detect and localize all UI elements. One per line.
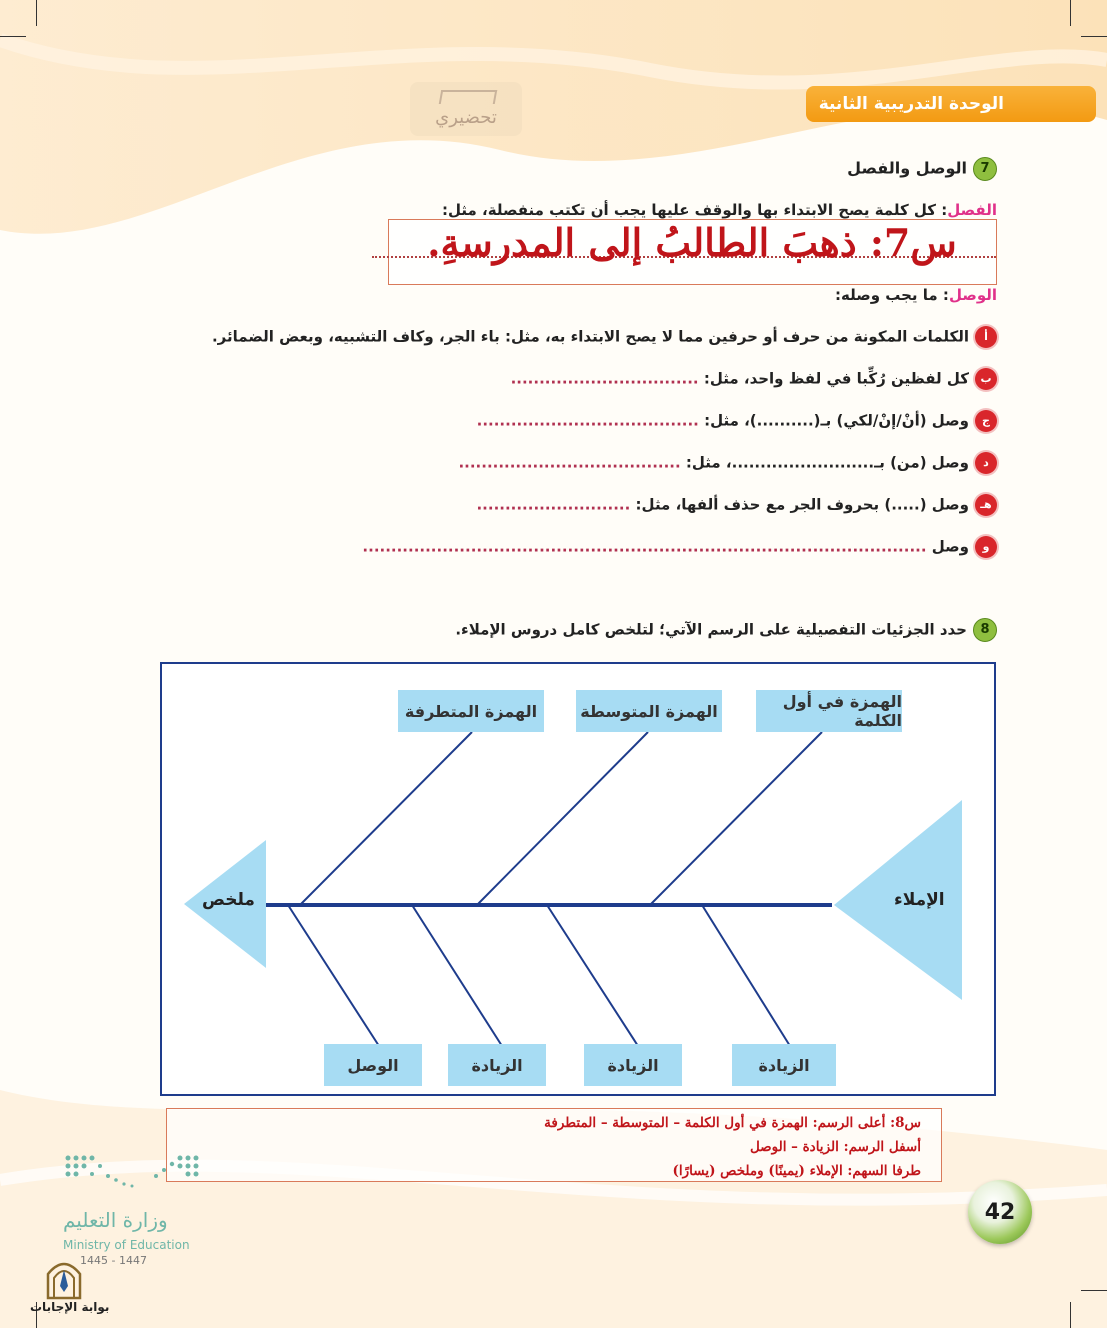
crop-mark <box>36 0 37 26</box>
page-number: 42 <box>968 1180 1032 1244</box>
crop-mark <box>1081 1290 1107 1291</box>
section-number-badge: 7 <box>973 157 997 181</box>
fishbone-head-label: الإملاء <box>894 890 945 910</box>
fishbone-bone <box>288 905 379 1046</box>
wasl-definition: الوصل: ما يجب وصله: <box>834 286 997 304</box>
diagram-label-bottom: الزيادة <box>448 1044 546 1086</box>
list-marker: د <box>975 452 997 474</box>
crop-mark <box>1070 1302 1071 1328</box>
fishbone-bone <box>300 732 472 905</box>
diagram-label-bottom: الزيادة <box>732 1044 836 1086</box>
list-item: ووصل ................................................................................................... <box>362 536 997 558</box>
answer-q7: س7: ذهبَ الطالبُ إلى المدرسةِ. <box>427 220 957 265</box>
list-item: دوصل (من) بـ.........................، مثل: ....................................... <box>458 452 997 474</box>
unit-banner: الوحدة التدريبية الثانية <box>806 86 1096 122</box>
list-marker: ب <box>975 368 997 390</box>
diagram-label-top: الهمزة المتوسطة <box>576 690 722 732</box>
portal-label: بوابة الإجابات <box>30 1300 110 1314</box>
diagram-label-top: الهمزة المتطرفة <box>398 690 544 732</box>
crop-mark <box>1081 36 1107 37</box>
section-number-badge: 8 <box>973 618 997 642</box>
list-marker: هـ <box>975 494 997 516</box>
answer-line: طرفا السهم: الإملاء (يمينًا) وملخص (يسارًا) <box>672 1163 921 1179</box>
fishbone-bone <box>702 905 790 1046</box>
fishbone-bone <box>477 732 648 905</box>
answer-box-q8 <box>166 1108 942 1182</box>
section7-heading: 7الوصل والفصل <box>847 157 997 181</box>
ministry-year: 1445 - 1447 <box>80 1254 147 1267</box>
list-item: هـوصل (.....) بحروف الجر مع حذف ألفها، مثل: ........................... <box>476 494 997 516</box>
answer-line: س8: أعلى الرسم: الهمزة في أول الكلمة – المتوسطة – المتطرفة <box>544 1115 921 1131</box>
ministry-name-arabic: وزارة التعليم <box>63 1208 168 1232</box>
fishbone-tail-label: ملخص <box>202 890 255 910</box>
stamp-roof-icon <box>439 90 497 104</box>
list-item: أالكلمات المكونة من حرف أو حرفين مما لا يصح الابتداء به، مثل: باء الجر، وكاف التشبيه، وبعض الضمائر. <box>212 326 997 348</box>
list-marker: ج <box>975 410 997 432</box>
fishbone-bone <box>547 905 638 1046</box>
watermark-stamp: تحضيري <box>410 82 522 136</box>
diagram-label-bottom: الوصل <box>324 1044 422 1086</box>
diagram-label-top: الهمزة في أول الكلمة <box>756 690 902 732</box>
list-marker: و <box>975 536 997 558</box>
ministry-name-english: Ministry of Education <box>63 1238 190 1252</box>
list-marker: أ <box>975 326 997 348</box>
fishbone-bone <box>650 732 822 905</box>
crop-mark <box>0 36 26 37</box>
diagram-label-bottom: الزيادة <box>584 1044 682 1086</box>
answer-line: أسفل الرسم: الزيادة – الوصل <box>749 1139 921 1155</box>
fasl-definition: الفصل: كل كلمة يصح الابتداء بها والوقف عليها يجب أن تكتب منفصلة، مثل: <box>442 201 997 219</box>
fishbone-diagram <box>160 662 996 1096</box>
section8-instruction: 8حدد الجزئيات التفصيلية على الرسم الآتي؛ لتلخص كامل دروس الإملاء. <box>455 618 997 642</box>
ministry-logo-icon <box>60 1150 210 1200</box>
crop-mark <box>1070 0 1071 26</box>
list-item: بكل لفظين رُكِّبا في لفظ واحد، مثل: ................................. <box>511 368 997 390</box>
fishbone-bone <box>412 905 502 1046</box>
portal-logo-icon <box>44 1256 84 1300</box>
list-item: جوصل (أنْ/إنْ/لكي) بـ(..........)، مثل: ....................................... <box>477 410 997 432</box>
